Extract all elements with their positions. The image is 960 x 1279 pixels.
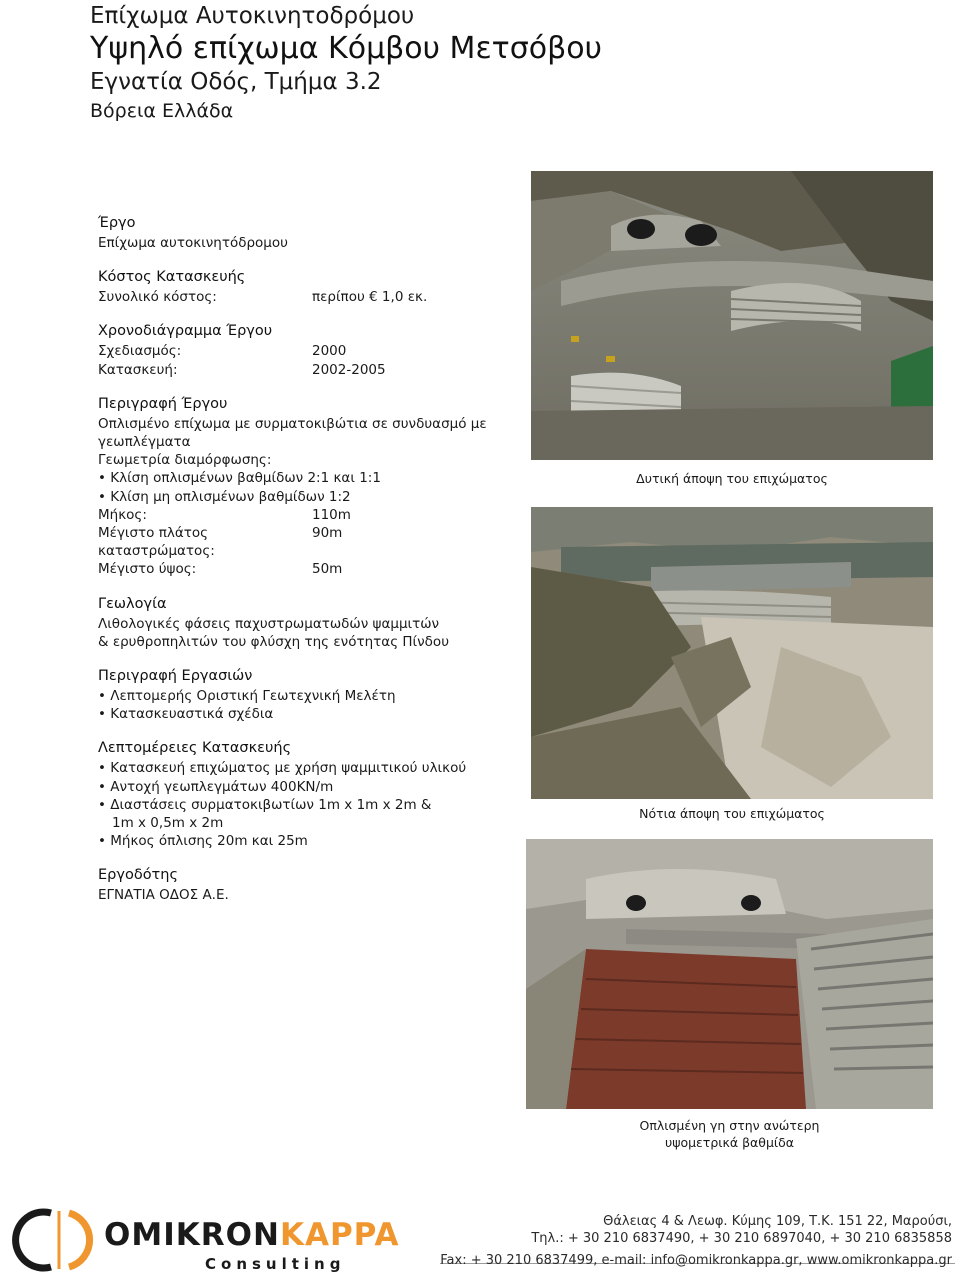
construction-label: Κατασκευή: [98, 361, 178, 378]
section-description-title: Περιγραφή Έργου [98, 395, 228, 412]
header-category: Επίχωμα Αυτοκινητοδρόμου [90, 3, 415, 29]
west-view-photo [531, 171, 933, 460]
contact-phones: Τηλ.: + 30 210 6837490, + 30 210 6897040, + 30 210 6835858 [531, 1231, 952, 1246]
logo-omikron: OMIKRON [104, 1217, 280, 1253]
header-region: Βόρεια Ελλάδα [90, 100, 234, 122]
cost-row [98, 288, 518, 306]
design-label: Σχεδιασμός: [98, 343, 182, 360]
document-header [90, 2, 602, 126]
contact-address: Θάλειας 4 & Λεωφ. Κύμης 109, Τ.Κ. 151 22, Μαρούσι, [603, 1214, 952, 1229]
header-road-section: Εγνατία Οδός, Τμήμα 3.2 [90, 69, 382, 95]
geometry-bullet-2: • Κλίση μη οπλισμένων βαθμίδων 1:2 [98, 488, 351, 505]
project-details [98, 214, 518, 921]
contact-fax-email-web: Fax: + 30 210 6837499, e-mail: info@omikronkappa.gr, www.omikronkappa.gr [440, 1253, 952, 1268]
south-view-caption: Νότια άποψη του επιχώματος [639, 806, 825, 821]
cost-value: περίπου € 1,0 εκ. [312, 289, 428, 306]
section-client [98, 866, 518, 904]
logo-mark-icon [5, 1205, 105, 1275]
section-works-title: Περιγραφή Εργασιών [98, 668, 253, 685]
section-client-title: Εργοδότης [98, 867, 178, 884]
geology-line-1: Λιθολογικές φάσεις παχυστρωματωδών ψαμμιτών [98, 615, 440, 632]
length-row [98, 506, 518, 524]
details-bullet-4: • Μήκος όπλισης 20m και 25m [98, 833, 308, 850]
section-works [98, 667, 518, 723]
west-view-photo-drawing [531, 171, 933, 460]
section-geology [98, 595, 518, 651]
height-label: Μέγιστο ύψος: [98, 561, 197, 578]
width-label: Μέγιστο πλάτος καταστρώματος: [98, 525, 215, 560]
description-text: Οπλισμένο επίχωμα με συρματοκιβώτια σε συνδυασμό με γεωπλέγματα [98, 415, 487, 451]
logo-consulting: Consulting [205, 1255, 346, 1273]
height-row [98, 560, 518, 578]
south-view-photo [531, 507, 933, 799]
section-geology-title: Γεωλογία [98, 595, 167, 612]
geology-line-2: & ερυθροπηλιτών του φλύσχη της ενότητας Πίνδου [98, 633, 449, 650]
section-cost-title: Κόστος Κατασκευής [98, 269, 246, 286]
height-value: 50m [312, 561, 343, 578]
client-text: ΕΓΝΑΤΙΑ ΟΔΟΣ Α.Ε. [98, 887, 229, 904]
logo-kappa: KAPPA [279, 1217, 400, 1253]
works-bullet-1: • Λεπτομερής Οριστική Γεωτεχνική Μελέτη [98, 688, 396, 705]
section-schedule-title: Χρονοδιάγραμμα Έργου [98, 323, 273, 340]
section-schedule [98, 322, 518, 378]
header-title: Υψηλό επίχωμα Κόμβου Μετσόβου [90, 31, 602, 66]
details-bullet-1: • Κατασκευή επιχώματος με χρήση ψαμμιτικού υλικού [98, 760, 467, 777]
reinforced-soil-photo [526, 839, 933, 1109]
construction-value: 2002-2005 [312, 361, 386, 378]
works-bullet-2: • Κατασκευαστικά σχέδια [98, 706, 274, 723]
project-text: Επίχωμα αυτοκινητόδρομου [98, 235, 288, 251]
section-details-title: Λεπτομέρειες Κατασκευής [98, 740, 292, 757]
geometry-bullet-1: • Κλίση οπλισμένων βαθμίδων 2:1 και 1:1 [98, 470, 381, 487]
design-value: 2000 [312, 343, 347, 360]
reinforced-soil-caption-1: Οπλισμένη γη στην ανώτερη [639, 1118, 820, 1133]
details-bullet-2: • Αντοχή γεωπλεγμάτων 400KN/m [98, 778, 334, 795]
width-value: 90m [312, 525, 343, 542]
reinforced-soil-photo-drawing [526, 839, 933, 1109]
details-bullet-3-continued: 1m x 0,5m x 2m [112, 815, 224, 832]
contact-info [440, 1213, 952, 1269]
cost-label: Συνολικό κόστος: [98, 289, 217, 306]
details-bullet-3: • Διαστάσεις συρματοκιβωτίων 1m x 1m x 2m & [98, 796, 432, 813]
section-project-title: Έργο [98, 215, 136, 231]
geometry-label: Γεωμετρία διαμόρφωσης: [98, 452, 272, 469]
length-label: Μήκος: [98, 506, 147, 523]
reinforced-soil-caption-2: υψομετρικά βαθμίδα [664, 1135, 795, 1150]
section-details [98, 739, 518, 850]
south-view-photo-drawing [531, 507, 933, 799]
schedule-design-row [98, 342, 518, 360]
logo-wordmark [104, 1217, 400, 1253]
west-view-caption: Δυτική άποψη του επιχώματος [636, 471, 828, 486]
section-project [98, 214, 518, 252]
length-value: 110m [312, 506, 351, 523]
schedule-construction-row [98, 361, 518, 379]
section-description [98, 395, 518, 579]
width-row [98, 524, 518, 560]
section-cost [98, 268, 518, 306]
